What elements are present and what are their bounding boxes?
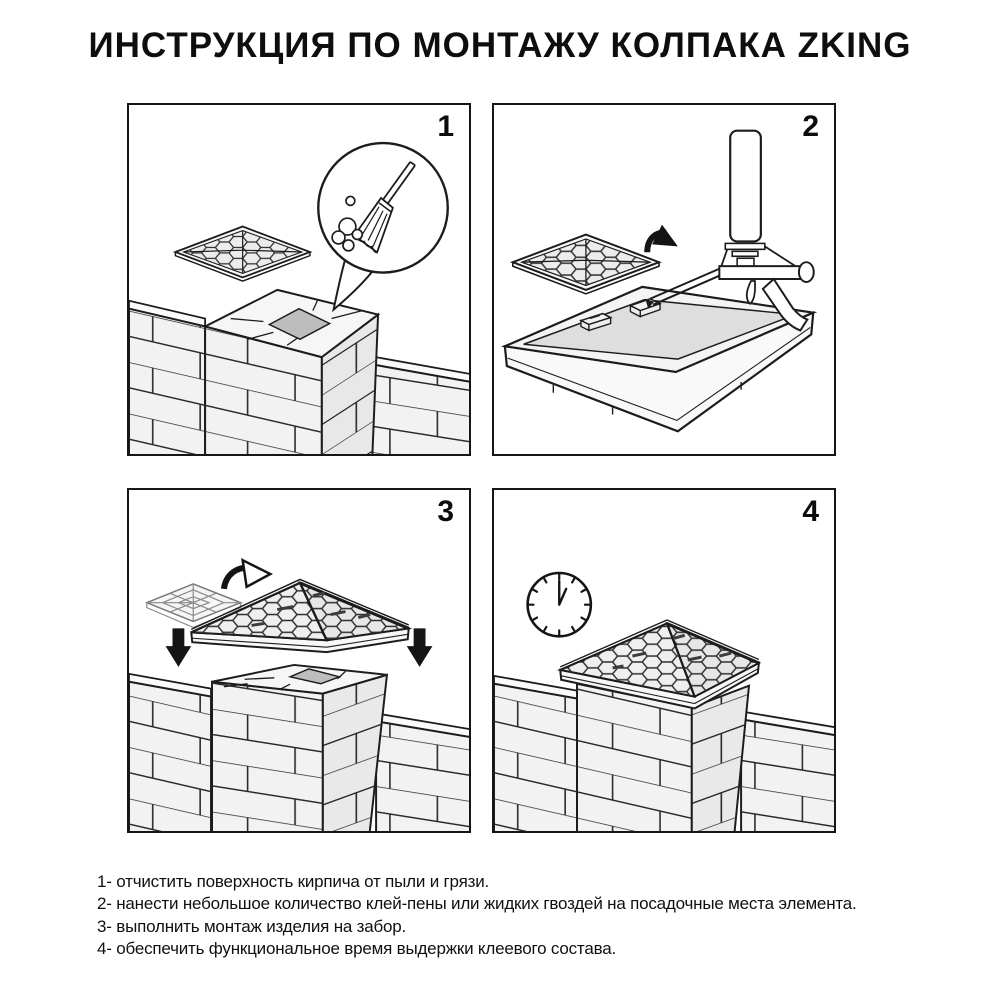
gun-trigger [747, 281, 755, 304]
step-panel-2 [492, 103, 836, 456]
brick-pillar [205, 290, 378, 454]
brick-pillar [212, 665, 387, 831]
brick-wall-left [494, 676, 577, 831]
brick-pillar [577, 684, 749, 831]
step-panel-1 [127, 103, 471, 456]
page-title: ИНСТРУКЦИЯ ПО МОНТАЖУ КОЛПАКА ZKING [88, 26, 912, 65]
step-number-4: 4 [802, 495, 819, 528]
instruction-line-3: 3- выполнить монтаж изделия на забор. [97, 916, 407, 936]
step-number-1: 1 [437, 110, 454, 143]
down-arrow-icon [166, 628, 192, 667]
cap-upside-down-tray [505, 287, 813, 431]
chimney-cap [513, 235, 659, 294]
step2-illustration [494, 105, 834, 454]
down-arrow-icon [407, 628, 433, 667]
step-number-2: 2 [802, 110, 819, 143]
flip-arrow-icon [647, 225, 678, 253]
clock-icon [528, 573, 591, 636]
instructions-list [97, 871, 957, 961]
instruction-line-1: 1- отчистить поверхность кирпича от пыли и грязи. [97, 872, 490, 891]
step4-illustration [494, 490, 834, 831]
glue-canister [730, 131, 761, 242]
magnifier-bubble [318, 143, 447, 310]
instruction-line-4: 4- обеспечить функциональное время выдержки клеевого состава. [97, 939, 616, 959]
brick-wall-left [129, 301, 205, 454]
step-number-3: 3 [437, 495, 454, 528]
brick-wall-left [129, 674, 211, 831]
chimney-cap [175, 227, 310, 282]
step3-illustration [129, 490, 469, 831]
step1-illustration [129, 105, 469, 454]
step-panel-4 [492, 488, 836, 833]
chimney-cap-pyramid [191, 579, 408, 652]
flip-arrow-icon [224, 560, 270, 589]
step-panel-3 [127, 488, 471, 833]
instruction-line-2: 2- нанести небольшое количество клей-пены или жидких гвоздей на посадочные места элемента. [97, 894, 857, 914]
